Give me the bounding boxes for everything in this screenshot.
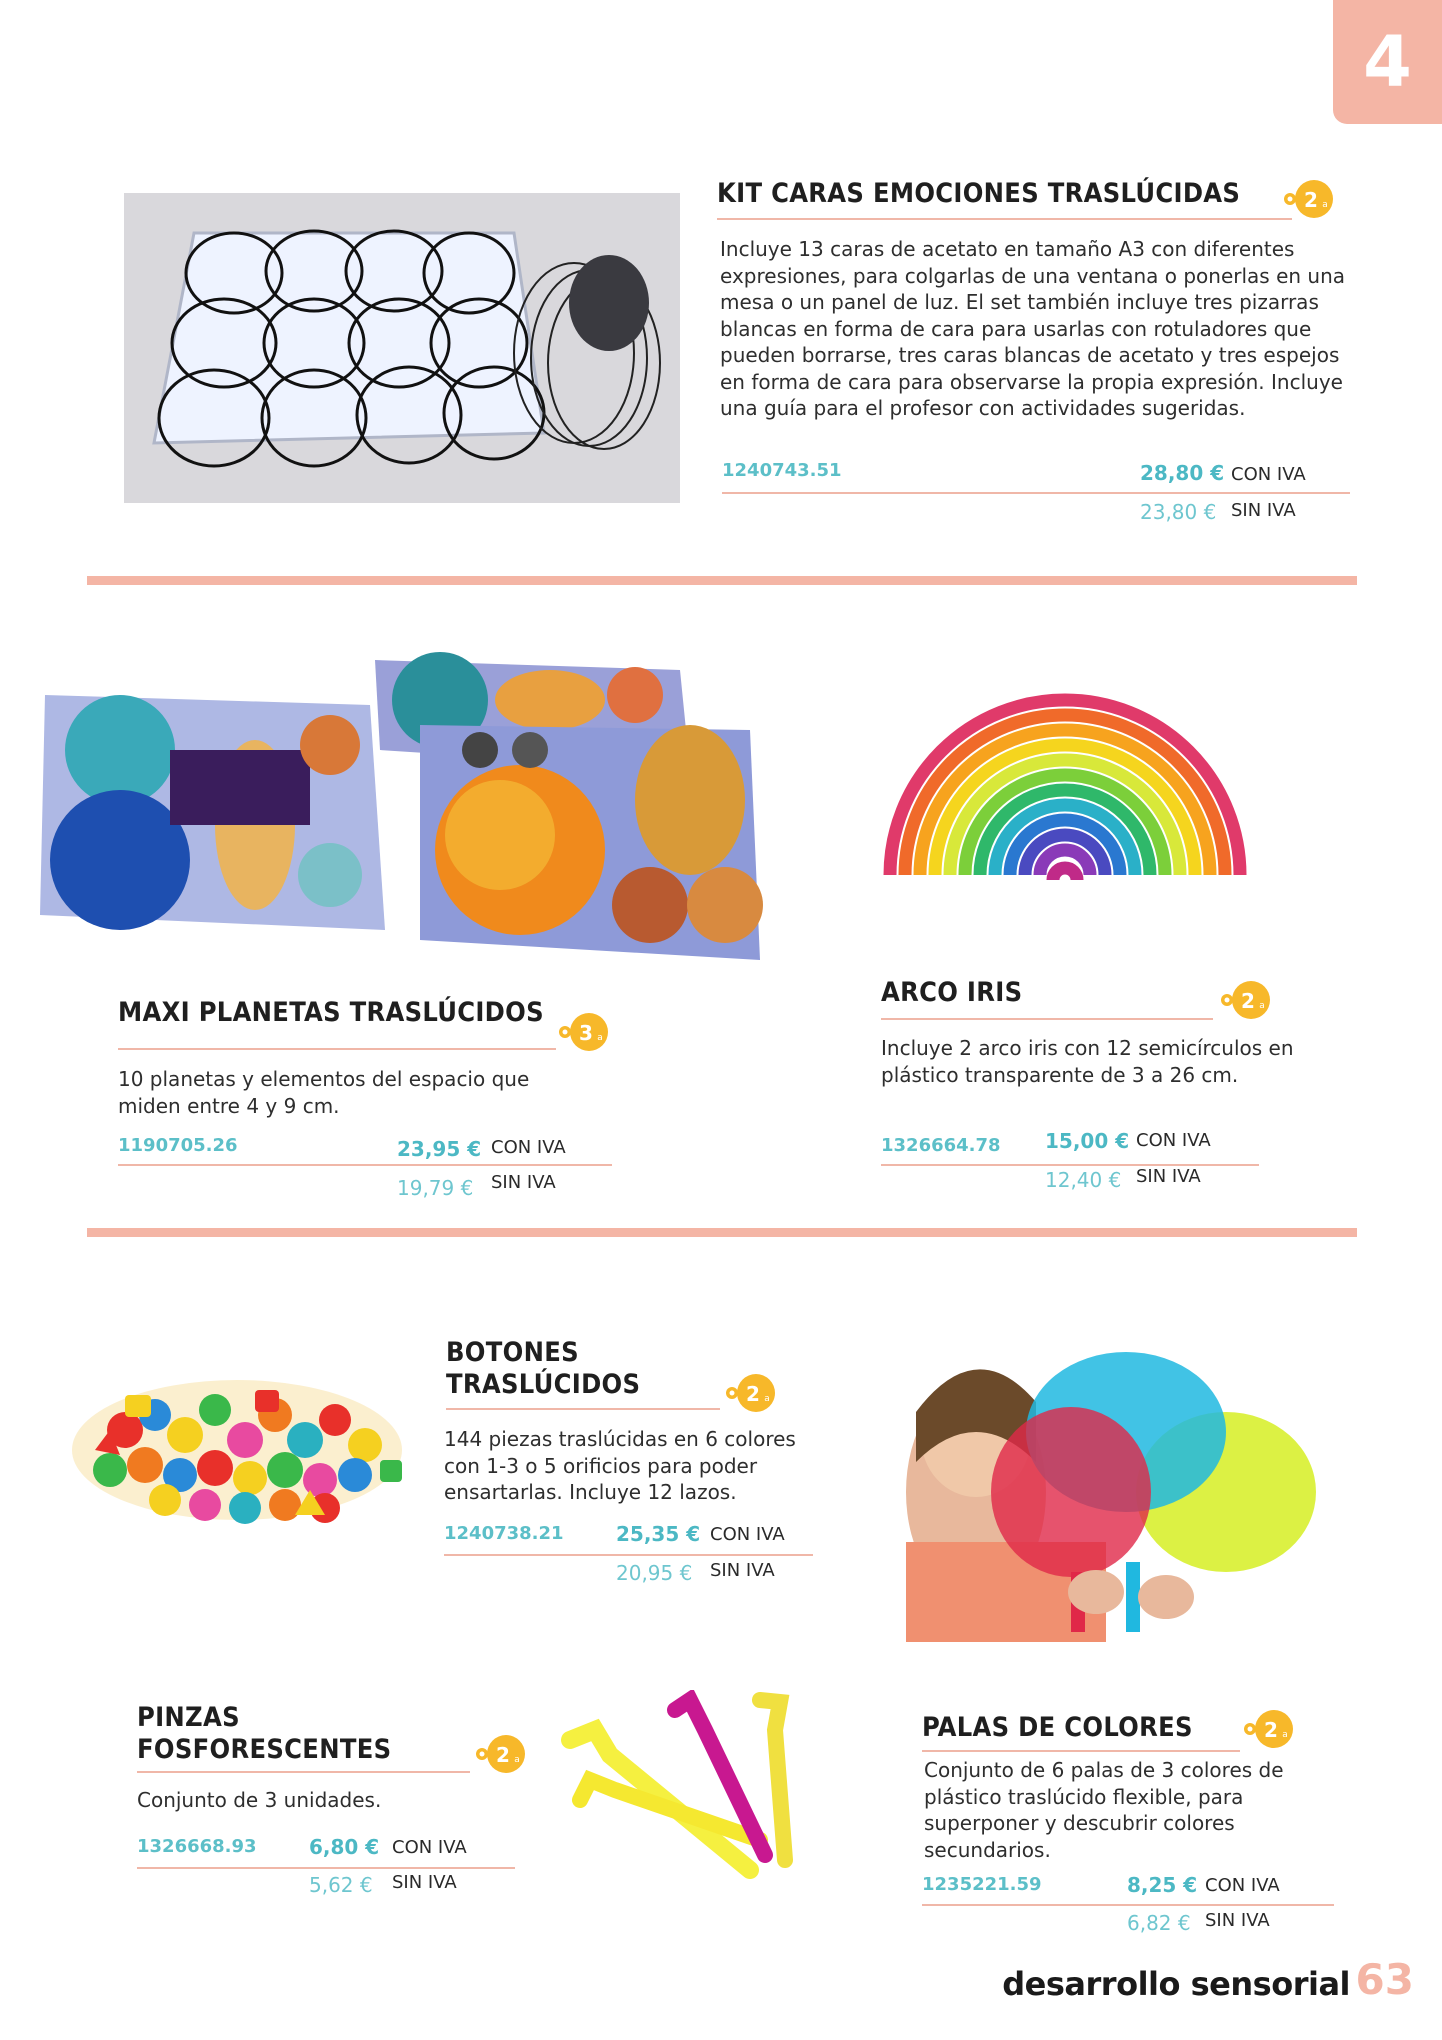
product-description: Incluye 13 caras de acetato en tamaño A3 con diferentes expresiones, para colgarlas de una ventana o ponerlas en una mesa o un panel de luz. El set también incluye tres pizarras blancas en forma de cara para usarlas con rotuladores que pueden borrarse, tres caras blancas de acetato y tres espejos en forma de cara para observarse la propia expresión. Incluye una guía para el profesor con actividades sugeridas.	[720, 237, 1346, 420]
price-sin-iva: 19,79 €	[397, 1176, 474, 1200]
product-code: 1240738.21	[444, 1523, 564, 1544]
product-description: 10 planetas y elementos del espacio que miden entre 4 y 9 cm.	[118, 1067, 530, 1118]
age-badge-icon	[1219, 980, 1271, 1020]
product-image-palas	[896, 1342, 1326, 1642]
label-sin-iva: SIN IVA	[710, 1560, 775, 1581]
product-code: 1235221.59	[922, 1874, 1042, 1895]
svg-text:a: a	[514, 1755, 520, 1765]
age-badge-icon	[724, 1373, 776, 1413]
product-title: PINZAS FOSFORESCENTES	[137, 1702, 392, 1765]
price-underline	[118, 1164, 612, 1166]
label-con-iva: CON IVA	[392, 1837, 467, 1858]
label-con-iva: CON IVA	[491, 1137, 566, 1158]
age-badge-icon	[1242, 1709, 1294, 1749]
footer-section-name: desarrollo sensorial	[1002, 1965, 1350, 2003]
age-badge-icon	[1282, 179, 1334, 219]
label-sin-iva: SIN IVA	[491, 1172, 556, 1193]
product-code: 1190705.26	[118, 1135, 238, 1156]
svg-text:2: 2	[1241, 989, 1255, 1013]
product-image-botones	[65, 1360, 410, 1540]
price-underline	[922, 1904, 1334, 1906]
title-underline	[446, 1408, 720, 1410]
product-title: KIT CARAS EMOCIONES TRASLÚCIDAS	[717, 178, 1241, 209]
svg-text:2: 2	[496, 1743, 510, 1767]
price-sin-iva: 12,40 €	[1045, 1168, 1122, 1192]
price-underline	[137, 1867, 515, 1869]
section-divider	[87, 576, 1357, 585]
svg-text:2: 2	[1304, 188, 1318, 212]
title-underline	[137, 1771, 470, 1773]
price-con-iva: 23,95 €	[397, 1137, 482, 1161]
product-image-planetas	[40, 640, 770, 970]
svg-text:2: 2	[1264, 1718, 1278, 1742]
title-underline	[717, 218, 1292, 220]
product-description: 144 piezas traslúcidas en 6 colores con 1-3 o 5 orificios para poder ensartarlas. Incluye 12 lazos.	[444, 1427, 796, 1504]
svg-text:3: 3	[579, 1021, 593, 1045]
product-title: ARCO IRIS	[881, 977, 1023, 1008]
section-tab: 4	[1333, 0, 1442, 124]
label-con-iva: CON IVA	[1136, 1130, 1211, 1151]
price-underline	[722, 492, 1350, 494]
svg-text:a: a	[764, 1394, 770, 1404]
product-image-arco-iris	[875, 665, 1255, 945]
svg-text:a: a	[1259, 1001, 1265, 1011]
label-sin-iva: SIN IVA	[1205, 1910, 1270, 1931]
age-badge-icon	[557, 1012, 609, 1052]
price-con-iva: 8,25 €	[1127, 1873, 1198, 1897]
price-sin-iva: 20,95 €	[616, 1561, 693, 1585]
price-con-iva: 28,80 €	[1140, 461, 1225, 485]
label-sin-iva: SIN IVA	[392, 1872, 457, 1893]
product-image-pinzas	[560, 1690, 800, 1890]
product-title: PALAS DE COLORES	[922, 1712, 1193, 1743]
product-title: BOTONES TRASLÚCIDOS	[446, 1337, 641, 1400]
price-sin-iva: 23,80 €	[1140, 500, 1217, 524]
product-code: 1240743.51	[722, 460, 842, 481]
price-sin-iva: 6,82 €	[1127, 1911, 1191, 1935]
price-con-iva: 6,80 €	[309, 1835, 380, 1859]
label-con-iva: CON IVA	[1205, 1875, 1280, 1896]
svg-text:a: a	[1282, 1730, 1288, 1740]
product-description: Conjunto de 6 palas de 3 colores de plástico traslúcido flexible, para superponer y descubrir colores secundarios.	[924, 1758, 1284, 1862]
product-description: Conjunto de 3 unidades.	[137, 1788, 382, 1812]
label-sin-iva: SIN IVA	[1136, 1166, 1201, 1187]
price-con-iva: 25,35 €	[616, 1522, 701, 1546]
product-image-kit-caras	[124, 193, 680, 503]
product-code: 1326668.93	[137, 1836, 257, 1857]
product-code: 1326664.78	[881, 1135, 1001, 1156]
title-underline	[922, 1750, 1240, 1752]
price-con-iva: 15,00 €	[1045, 1129, 1130, 1153]
label-sin-iva: SIN IVA	[1231, 500, 1296, 521]
page-number: 63	[1355, 1955, 1414, 2004]
svg-text:2: 2	[746, 1382, 760, 1406]
age-badge-icon	[474, 1734, 526, 1774]
label-con-iva: CON IVA	[1231, 464, 1306, 485]
label-con-iva: CON IVA	[710, 1524, 785, 1545]
svg-text:a: a	[597, 1033, 603, 1043]
price-underline	[444, 1554, 813, 1556]
section-divider	[87, 1228, 1357, 1237]
svg-text:a: a	[1322, 200, 1328, 210]
product-description: Incluye 2 arco iris con 12 semicírculos en plástico transparente de 3 a 26 cm.	[881, 1036, 1294, 1087]
title-underline	[118, 1048, 556, 1050]
title-underline	[881, 1018, 1213, 1020]
product-title: MAXI PLANETAS TRASLÚCIDOS	[118, 997, 544, 1028]
price-underline	[881, 1164, 1259, 1166]
price-sin-iva: 5,62 €	[309, 1873, 373, 1897]
